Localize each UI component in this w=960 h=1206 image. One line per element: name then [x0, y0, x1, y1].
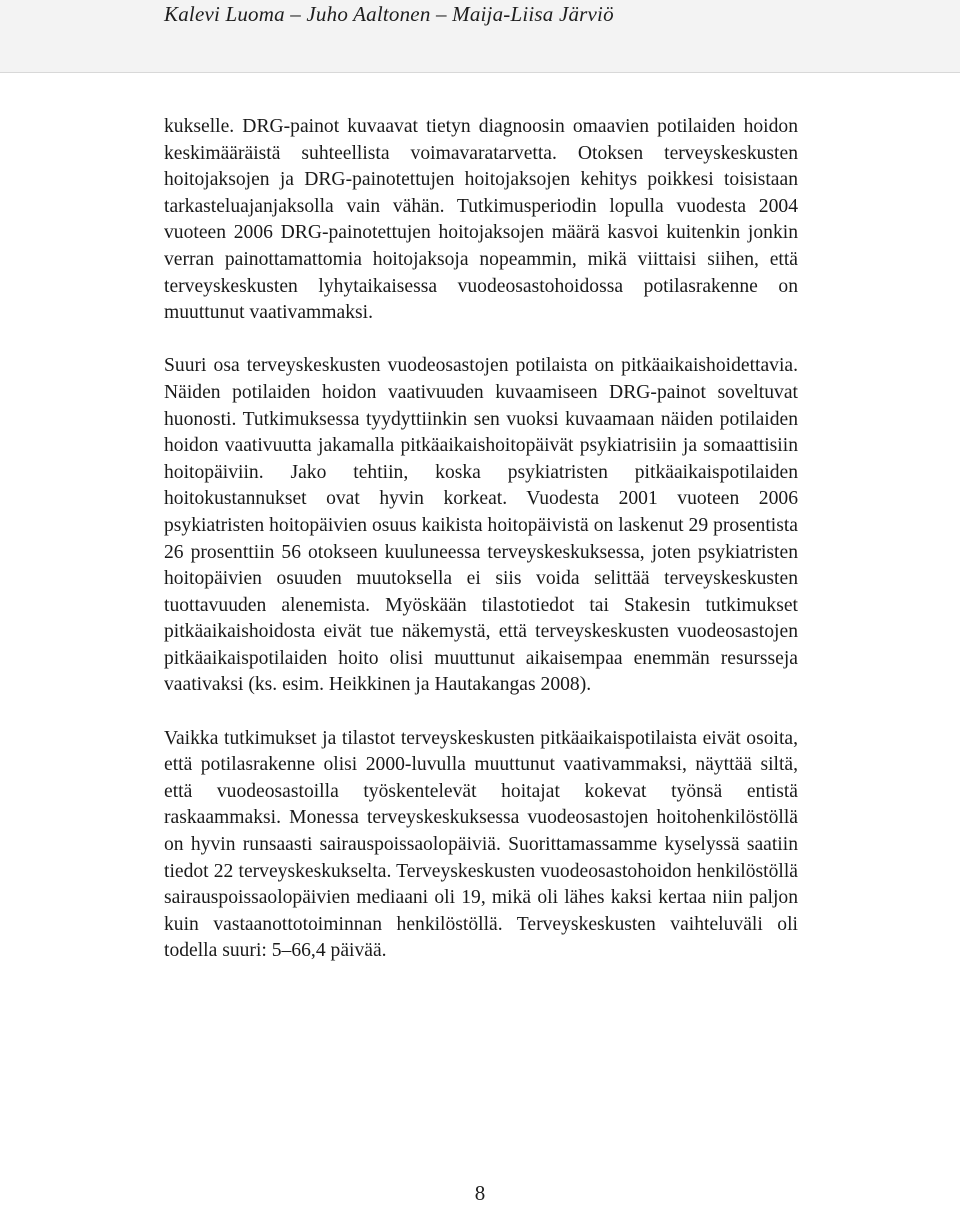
- paragraph-drg-weights: kukselle. DRG-painot kuvaavat tietyn diagnoosin omaavien potilaiden hoidon keskimääräistä suhteellista voimavaratarvetta. Otoksen terveyskeskusten hoitojaksojen ja DRG-painotettujen hoitojaksojen kehitys poikkesi toisistaan tarkasteluajanjaksolla vain vähän. Tutkimusperiodin lopulla vuodesta 2004 vuoteen 2006 DRG-painotettujen hoitojaksojen määrä kasvoi kuitenkin jonkin verran painottamattomia hoitojaksoja nopeammin, mikä viittaisi siihen, että terveyskeskusten lyhytaikaisessa vuodeosastohoidossa potilasrakenne on muuttunut vaativammaksi.: [164, 116, 798, 324]
- body-text: [164, 114, 798, 965]
- page-number: 8: [474, 1181, 486, 1205]
- running-header-title: Kalevi Luoma – Juho Aaltonen – Maija-Liisa Järviö: [164, 2, 614, 26]
- paragraph-long-term-care: Suuri osa terveyskeskusten vuodeosastojen potilaista on pitkäaikaishoidettavia. Näiden potilaiden hoidon vaativuuden kuvaamiseen DRG-painot soveltuvat huonosti. Tutkimuksessa tyydyttiinkin sen vuoksi kuvaamaan näiden potilaiden hoidon vaativuutta jakamalla pitkäaikaishoitopäivät psykiatrisiin ja somaattisiin hoitopäiviin. Jako tehtiin, koska psykiatristen pitkäaikaispotilaiden hoitokustannukset ovat hyvin korkeat. Vuodesta 2001 vuoteen 2006 psykiatristen hoitopäivien osuus kaikista hoitopäivistä on laskenut 29 prosentista 26 prosenttiin 56 otokseen kuuluneessa terveyskeskuksessa, joten psykiatristen hoitopäivien osuuden muutoksella ei siis voida selittää terveyskeskusten tuottavuuden alenemista. Myöskään tilastotiedot tai Stakesin tutkimukset pitkäaikaishoidosta eivät tue näkemystä, että terveyskeskusten vuodeosastojen pitkäaikaispotilaiden hoito olisi muuttunut aikaisempaa enemmän resursseja vaativaksi (ks. esim. Heikkinen ja Hautakangas 2008).: [164, 355, 798, 696]
- paragraph-sick-leave: Vaikka tutkimukset ja tilastot terveyskeskusten pitkäaikaispotilaista eivät osoita, että potilasrakenne olisi 2000-luvulla muuttunut vaativammaksi, näyttää siltä, että vuodeosastoilla työskentelevät hoitajat kokevat työnsä entistä raskaammaksi. Monessa terveyskeskuksessa vuodeosastojen hoitohenkilöstöllä on hyvin runsaasti sairauspoissaolopäiviä. Suorittamassamme kyselyssä saatiin tiedot 22 terveyskeskukselta. Terveyskeskusten vuodeosastohoidon henkilöstöllä sairauspoissaolopäivien mediaani oli 19, mikä oli lähes kaksi kertaa niin paljon kuin vastaanottotoiminnan henkilöstöllä. Terveyskeskusten vaihteluväli oli todella suuri: 5–66,4 päivää.: [164, 727, 798, 962]
- running-header: [0, 0, 960, 73]
